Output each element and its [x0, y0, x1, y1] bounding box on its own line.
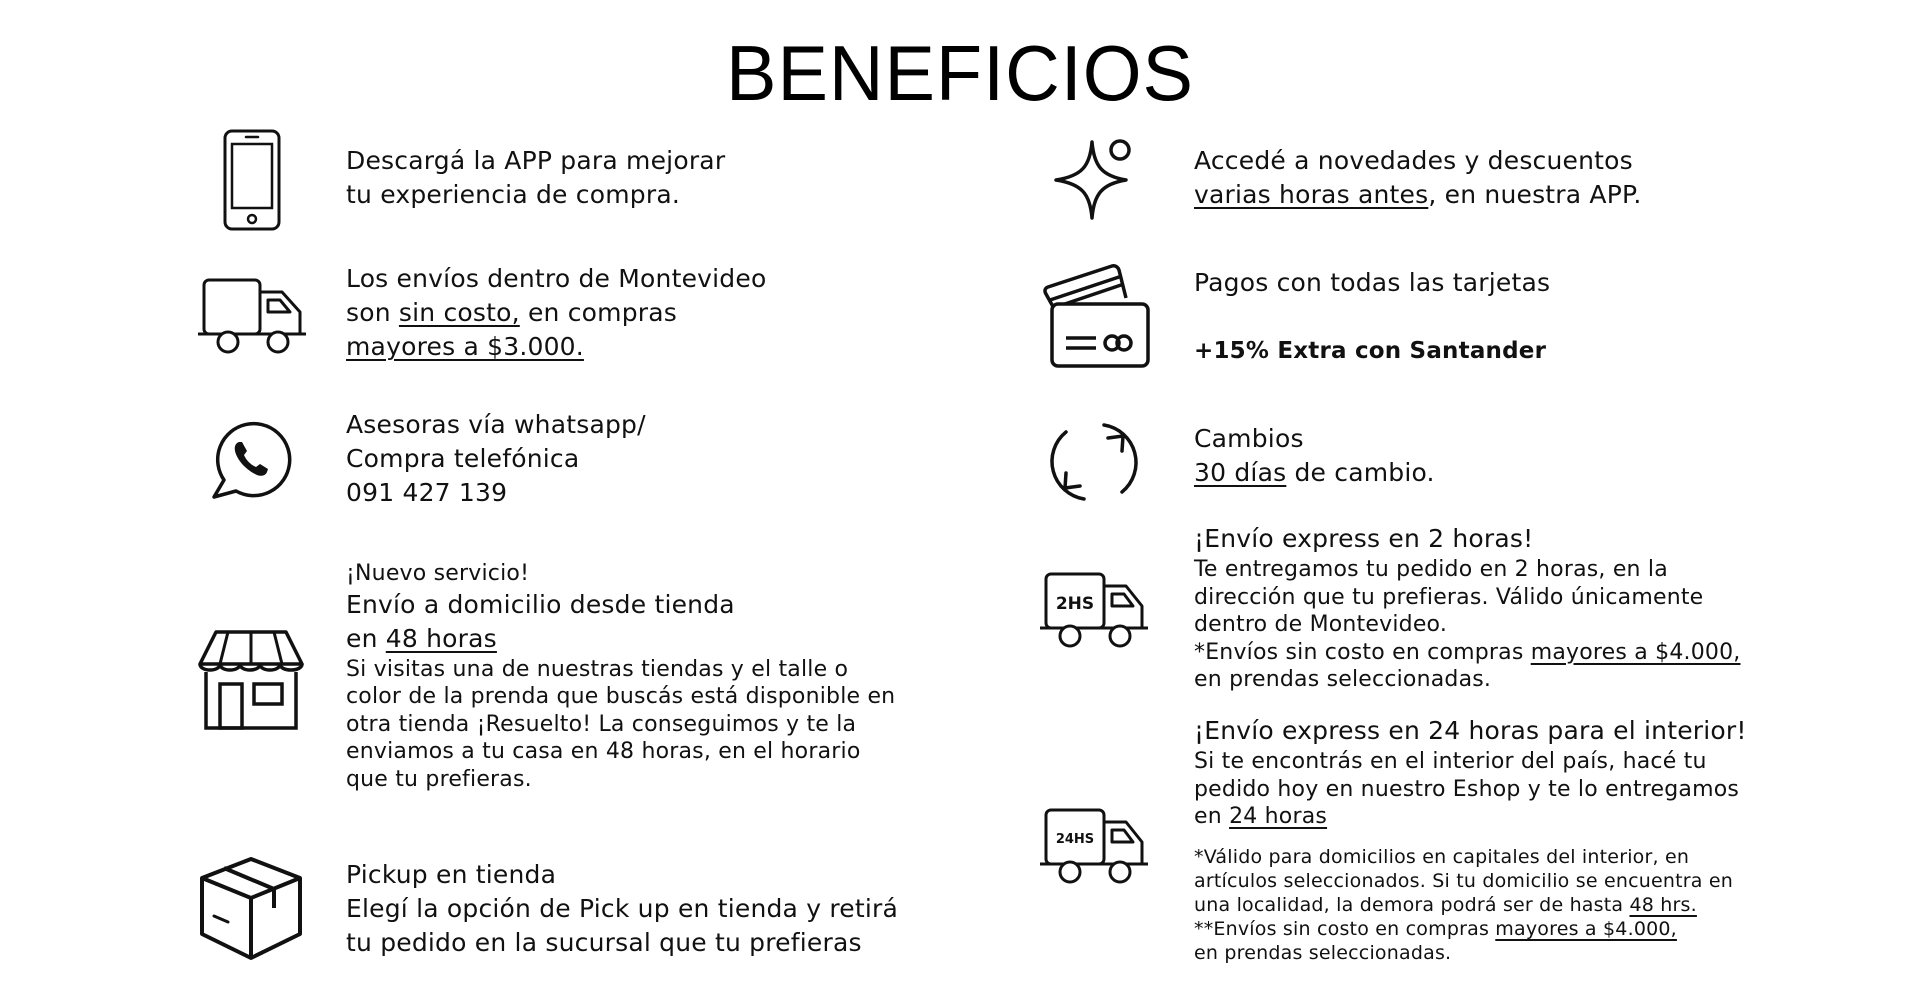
- app-benefit-text: [346, 144, 725, 212]
- express-24h-desc-2: pedido hoy en nuestro Eshop y te lo entregamos: [1194, 776, 1740, 802]
- sparkle-star-icon: [1052, 138, 1136, 222]
- news-line-1: Accedé a novedades y descuentos: [1194, 146, 1633, 175]
- truck-2hs-label: 2HS: [1055, 594, 1095, 614]
- whatsapp-line-1: Asesoras vía whatsapp/: [346, 410, 646, 439]
- store-delivery-desc-5: que tu prefieras.: [346, 766, 532, 792]
- express-24h-note-4-pre: **Envíos sin costo en compras: [1194, 917, 1496, 940]
- express-24h-minimum-link[interactable]: mayores a $4.000,: [1495, 917, 1677, 940]
- pickup-benefit-text: [346, 858, 898, 960]
- express-2h-desc-2: dirección que tu prefieras. Válido únicamente: [1194, 584, 1704, 610]
- hours-before-link[interactable]: varias horas antes: [1194, 180, 1429, 209]
- shipping-benefit-text: [346, 262, 766, 364]
- 48-hrs-link[interactable]: 48 hrs.: [1629, 893, 1697, 916]
- new-service-tag: ¡Nuevo servicio!: [346, 561, 530, 586]
- store-delivery-desc-2: color de la prenda que buscás está disponible en: [346, 684, 896, 709]
- santander-extra: +15% Extra con Santander: [1194, 338, 1547, 364]
- express-24h-note-5: en prendas seleccionadas.: [1194, 941, 1452, 964]
- store-delivery-heading: Envío a domicilio desde tienda: [346, 589, 735, 619]
- shipping-line-1: Los envíos dentro de Montevideo: [346, 264, 767, 293]
- express-24h-desc-1: Si te encontrás en el interior del país, hacé tu: [1194, 749, 1707, 774]
- express-2h-heading: ¡Envío express en 2 horas!: [1194, 524, 1534, 553]
- storefront-icon: [198, 630, 304, 730]
- news-benefit-text: [1194, 144, 1642, 212]
- truck-24hs-icon: [1040, 806, 1148, 888]
- express-24h-note-4: [1194, 917, 1747, 941]
- express-24h-note-1: *Válido para domicilios en capitales del interior, en: [1194, 845, 1690, 868]
- express-24h-note-2: artículos seleccionados. Si tu domicilio se encuentra en: [1194, 869, 1733, 892]
- payments-line-1: Pagos con todas las tarjetas: [1194, 268, 1551, 297]
- express-24h-desc-3-pre: en: [1194, 804, 1230, 829]
- shipping-line-2-post: en compras: [519, 298, 678, 327]
- page-title: BENEFICIOS: [726, 29, 1194, 117]
- 48-hours-link[interactable]: 48 horas: [385, 623, 497, 653]
- package-box-icon: [198, 856, 304, 962]
- express-2h-text: [1194, 522, 1741, 694]
- credit-cards-icon: [1042, 264, 1150, 370]
- express-2h-desc-1: Te entregamos tu pedido en 2 horas, en la: [1194, 557, 1668, 582]
- smartphone-icon: [222, 128, 282, 232]
- express-2h-desc-4-pre: *Envíos sin costo en compras: [1194, 639, 1531, 665]
- truck-24hs-label: 24HS: [1055, 832, 1095, 847]
- app-line-1: Descargá la APP para mejorar: [346, 146, 726, 175]
- express-24h-note-3-pre: una localidad, la demora podrá ser de hasta: [1194, 893, 1630, 916]
- shipping-line-2-pre: son: [346, 298, 399, 327]
- exchanges-line-2-post: de cambio.: [1286, 458, 1435, 487]
- pickup-heading: Pickup en tienda: [346, 860, 557, 889]
- news-line-2: [1194, 178, 1642, 212]
- exchanges-line-2: [1194, 456, 1435, 490]
- refresh-cycle-icon: [1052, 420, 1136, 504]
- express-24h-note-3: [1194, 893, 1747, 917]
- app-line-2: tu experiencia de compra.: [346, 180, 680, 209]
- whatsapp-phone[interactable]: 091 427 139: [346, 478, 508, 507]
- whatsapp-line-2: Compra telefónica: [346, 444, 580, 473]
- express-24h-desc-3: [1194, 803, 1747, 831]
- delivery-truck-icon: [198, 276, 306, 356]
- pickup-line-3: tu pedido en la sucursal que tu prefieras: [346, 928, 862, 957]
- news-line-2-post: , en nuestra APP.: [1428, 180, 1642, 209]
- express-2h-desc-5: en prendas seleccionadas.: [1194, 667, 1492, 692]
- exchanges-benefit-text: [1194, 422, 1435, 490]
- store-delivery-desc-3: otra tienda ¡Resuelto! La conseguimos y te la: [346, 711, 857, 737]
- express-24h-heading: ¡Envío express en 24 horas para el interior!: [1194, 716, 1747, 745]
- store-delivery-line-2: [346, 622, 895, 656]
- express-24h-text: [1194, 714, 1747, 965]
- whatsapp-icon: [210, 418, 292, 500]
- store-delivery-desc-1: Si visitas una de nuestras tiendas y el talle o: [346, 656, 849, 682]
- pickup-line-2: Elegí la opción de Pick up en tienda y retirá: [346, 894, 899, 923]
- payments-benefit-text: [1194, 266, 1550, 368]
- minimum-purchase-link[interactable]: mayores a $3.000.: [346, 332, 584, 361]
- express-2h-desc-4: [1194, 639, 1741, 667]
- exchanges-heading: Cambios: [1194, 424, 1304, 453]
- express-2h-desc-3: dentro de Montevideo.: [1194, 612, 1448, 637]
- 24-hours-link[interactable]: 24 horas: [1229, 804, 1328, 829]
- store-delivery-text: [346, 560, 895, 793]
- express-2h-minimum-link[interactable]: mayores a $4.000,: [1530, 639, 1741, 665]
- shipping-line-2: [346, 296, 766, 330]
- store-delivery-desc-4: enviamos a tu casa en 48 horas, en el horario: [346, 739, 861, 764]
- 30-days-link[interactable]: 30 días: [1194, 458, 1287, 487]
- free-shipping-link[interactable]: sin costo,: [398, 298, 520, 327]
- truck-2hs-icon: [1040, 570, 1148, 652]
- store-delivery-pre: en: [346, 623, 386, 653]
- whatsapp-benefit-text: [346, 408, 646, 510]
